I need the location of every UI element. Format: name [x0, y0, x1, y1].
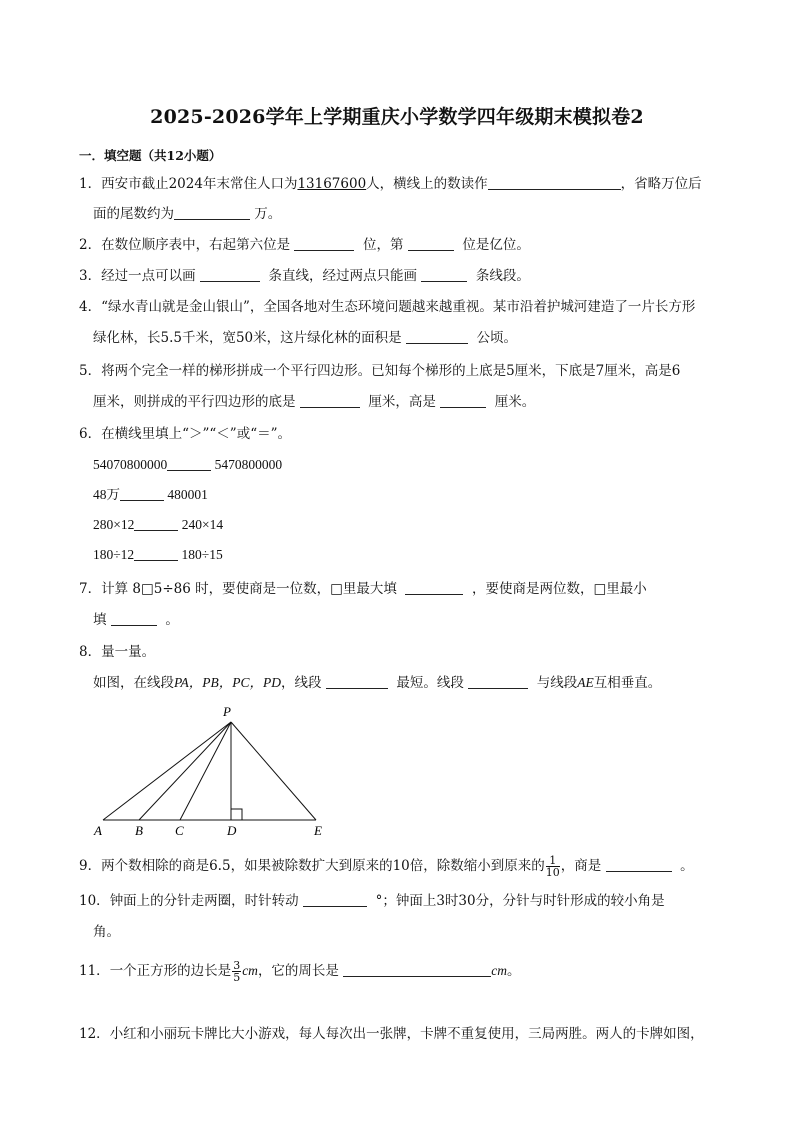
question-text: 人，横线上的数读作 [366, 176, 488, 192]
question-number: 10． [79, 893, 110, 909]
answer-blank[interactable] [406, 329, 468, 344]
answer-blank[interactable] [294, 236, 354, 251]
question-text: 厘米。 [494, 394, 536, 410]
section-heading: 一．填空题（共12小题） [79, 148, 222, 163]
question-text: ，省略万位后 [620, 176, 702, 192]
label-e: E [314, 823, 322, 838]
question-9 [79, 855, 694, 878]
question-number: 3． [79, 268, 102, 284]
unit: cm [491, 963, 507, 978]
question-number: 2． [79, 237, 102, 253]
label-b: B [135, 823, 143, 838]
question-number: 4． [79, 299, 102, 315]
segment-ae: AE [577, 675, 594, 690]
question-text: 。 [680, 858, 694, 874]
question-text: 填 [93, 612, 107, 628]
question-7 [79, 580, 647, 598]
question-1 [79, 175, 702, 193]
question-text: 互相垂直。 [593, 675, 662, 691]
question-text: 面的尾数约为 [93, 206, 174, 222]
answer-blank[interactable] [408, 236, 454, 251]
answer-blank[interactable] [200, 267, 260, 282]
fraction [232, 960, 241, 983]
question-text: ，它的周长是 [257, 963, 339, 979]
fraction-numerator: 3 [233, 959, 241, 972]
question-text: 两个数相除的商是6.5，如果被除数扩大到原来的10倍，除数缩小到原来的 [101, 858, 545, 874]
question-text: 在横线里填上“＞”“＜”或“＝”。 [101, 426, 292, 442]
answer-blank[interactable] [303, 892, 367, 907]
question-text: 量一量。 [101, 644, 156, 660]
compare-right: 480001 [167, 487, 208, 502]
answer-blank[interactable] [606, 857, 672, 872]
answer-blank[interactable] [440, 393, 486, 408]
question-text: 公顷。 [476, 330, 518, 346]
question-1-line-2 [93, 205, 281, 223]
question-text: 位是亿位。 [462, 237, 530, 253]
segment-pb [139, 722, 231, 820]
answer-blank[interactable] [174, 205, 250, 220]
question-12 [79, 1025, 704, 1043]
answer-blank[interactable] [134, 546, 178, 561]
segment-pc [180, 722, 231, 820]
compare-right: 240×14 [181, 517, 224, 532]
answer-blank[interactable] [120, 486, 164, 501]
answer-blank[interactable] [111, 611, 157, 626]
question-text: 角。 [93, 924, 120, 940]
question-text: 厘米，则拼成的平行四边形的底是 [93, 394, 296, 410]
compare-row [93, 486, 208, 504]
compare-row [93, 516, 223, 534]
question-text: 钟面上的分针走两圈，时针转动 [109, 893, 299, 909]
question-text: ，商是 [560, 858, 602, 874]
right-angle-mark [231, 809, 242, 820]
question-text: °；钟面上3时30分，分针与时针形成的较小角是 [375, 893, 665, 909]
question-7-line-2 [93, 611, 179, 629]
question-number: 6． [79, 426, 102, 442]
question-4-line-2 [93, 329, 517, 347]
question-text: 小红和小丽玩卡牌比大小游戏，每人每次出一张牌，卡牌不重复使用，三局两胜。两人的卡牌如图， [109, 1026, 704, 1042]
question-text: 条线段。 [475, 268, 530, 284]
answer-blank[interactable] [300, 393, 360, 408]
question-text: 将两个完全一样的梯形拼成一个平行四边形。已知每个梯形的上底是5厘米，下底是7厘米，高是6 [101, 363, 681, 379]
question-number: 8． [79, 644, 102, 660]
fraction-denominator: 5 [233, 971, 241, 984]
question-11 [79, 960, 520, 983]
triangle-figure [88, 700, 338, 840]
segment-pe [231, 722, 316, 820]
label-p: P [223, 704, 231, 719]
question-10-line-2 [93, 923, 120, 941]
compare-right: 180÷15 [181, 547, 223, 562]
question-number: 7． [79, 581, 102, 597]
compare-left: 48万 [93, 487, 120, 502]
label-d: D [227, 823, 237, 838]
page-title: 2025-2026学年上学期重庆小学数学四年级期末模拟卷2 [150, 106, 644, 128]
label-a: A [94, 823, 102, 838]
underlined-number: 13167600 [297, 176, 367, 192]
question-10 [79, 892, 665, 910]
fraction [546, 855, 560, 878]
answer-blank[interactable] [343, 962, 491, 977]
question-3 [79, 267, 530, 285]
question-text: 一个正方形的边长是 [109, 963, 232, 979]
question-text: ，要使商是两位数，□里最小 [472, 581, 647, 597]
question-8 [79, 643, 155, 661]
question-text: 如图，在线段 [93, 675, 174, 691]
question-number: 9． [79, 858, 102, 874]
question-text: 厘米，高是 [368, 394, 436, 410]
question-text: 位，第 [362, 237, 404, 253]
question-text: 最短。线段 [396, 675, 464, 691]
question-number: 5． [79, 363, 102, 379]
answer-blank[interactable] [421, 267, 467, 282]
question-text: 西安市截止2024年末常住人口为 [101, 176, 298, 192]
question-text: 绿化林，长5.5千米，宽50米，这片绿化林的面积是 [93, 330, 402, 346]
compare-left: 54070800000 [93, 457, 168, 472]
question-text: “绿水青山就是金山银山”，全国各地对生态环境问题越来越重视。某市沿着护城河建造了一片长方形 [101, 299, 696, 315]
unit: cm [242, 963, 258, 978]
segment-list: PA，PB，PC，PD [174, 675, 281, 690]
answer-blank[interactable] [326, 674, 388, 689]
compare-row [93, 546, 223, 564]
question-text: ，线段 [281, 675, 322, 691]
question-6 [79, 425, 291, 443]
question-text: 万。 [254, 206, 282, 222]
fraction-denominator: 10 [545, 866, 560, 879]
question-8-line-2 [93, 674, 661, 692]
question-number: 1． [79, 176, 102, 192]
question-4 [79, 298, 695, 316]
fraction-numerator: 1 [546, 855, 560, 867]
question-2 [79, 236, 530, 254]
compare-left: 280×12 [93, 517, 135, 532]
question-text: 在数位顺序表中，右起第六位是 [101, 237, 291, 253]
question-text: 。 [165, 612, 179, 628]
answer-blank[interactable] [405, 580, 463, 595]
question-text: 计算 8□5÷86 时，要使商是一位数，□里最大填 [101, 581, 397, 597]
answer-blank[interactable] [468, 674, 528, 689]
compare-right: 5470800000 [214, 457, 283, 472]
answer-blank[interactable] [488, 175, 621, 190]
question-text: 。 [506, 963, 521, 979]
question-text: 经过一点可以画 [101, 268, 196, 284]
compare-left: 180÷12 [93, 547, 135, 562]
question-number: 11． [79, 963, 110, 979]
answer-blank[interactable] [167, 456, 211, 471]
label-c: C [175, 823, 184, 838]
answer-blank[interactable] [134, 516, 178, 531]
question-5 [79, 362, 680, 380]
question-text: 条直线，经过两点只能画 [268, 268, 417, 284]
question-text: 与线段 [536, 675, 578, 691]
compare-row [93, 456, 282, 474]
question-number: 12． [79, 1026, 110, 1042]
question-5-line-2 [93, 393, 535, 411]
segment-pa [103, 722, 231, 820]
